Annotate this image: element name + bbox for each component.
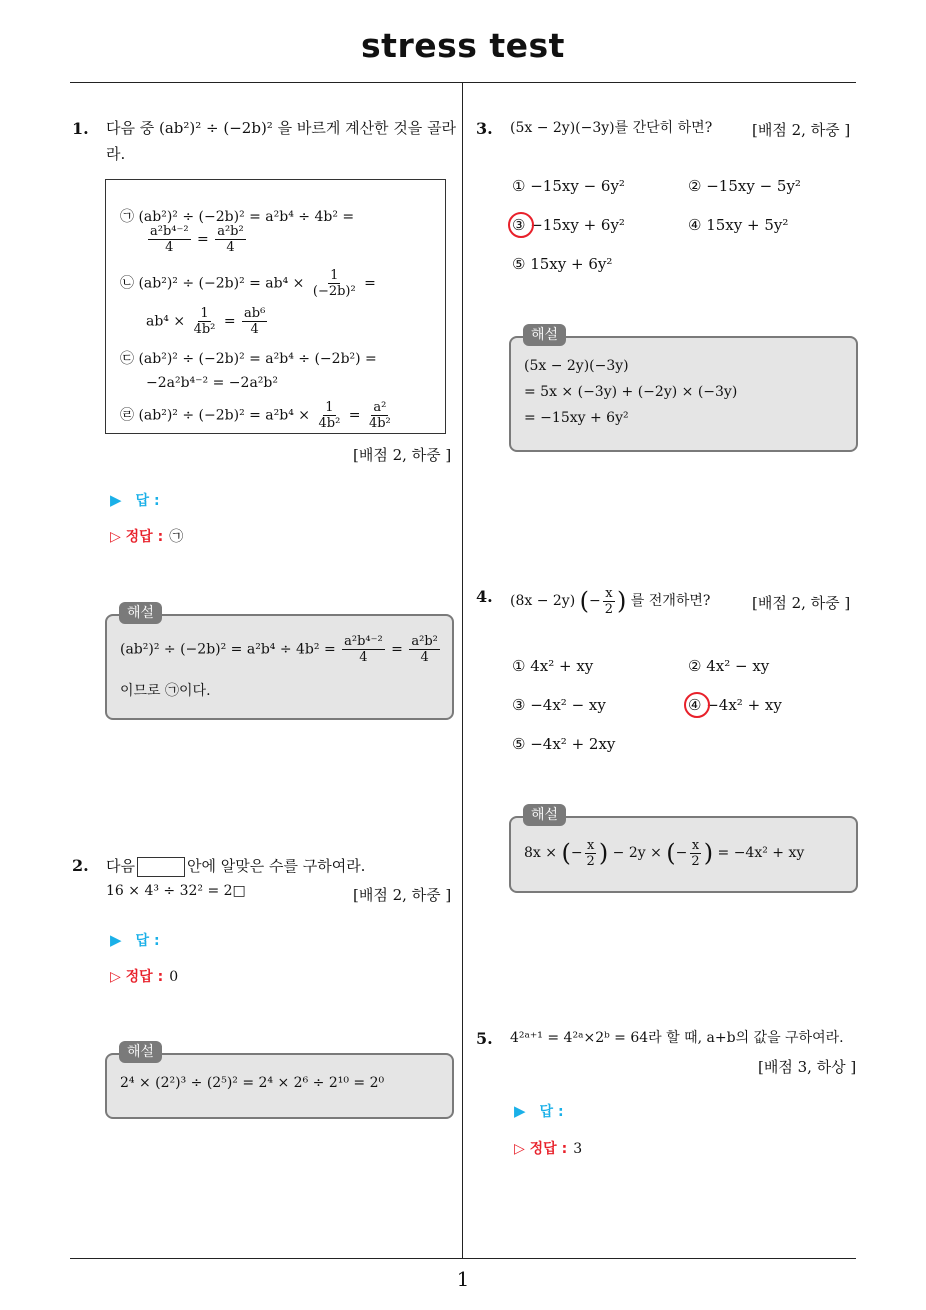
choice-1-frac1: $\frac{\text{a²b⁴⁻²}}{4}$ <box>150 224 189 255</box>
problem-3-score: [배점 2, 하중 ] <box>752 121 851 139</box>
choice-2-line: ㉡ (ab²)² ÷ (−2b)² = ab⁴ × $\frac{1}{\text{(−2b)²}}$ = <box>120 268 376 299</box>
problem-4-expl-tag: 해설 <box>523 804 566 826</box>
choice-2-label: ㉡ <box>120 275 134 292</box>
problem-1-number: 1. <box>72 119 89 138</box>
page-title: stress test <box>361 26 565 65</box>
correct-arrow-icon: ▷ <box>110 529 121 545</box>
problem-4-explanation <box>509 816 858 893</box>
problem-4-score: [배점 2, 하중 ] <box>752 594 851 612</box>
choice-2-frac2: $\frac{1}{\text{4b²}}$ <box>193 306 216 337</box>
problem-3-option-1[interactable]: ① −15xy − 6y² <box>512 177 625 195</box>
problem-2-answer-field[interactable]: ▶ 답 : <box>110 931 160 949</box>
problem-4-option-1[interactable]: ① 4x² + xy <box>512 657 594 675</box>
problem-1-explanation <box>105 614 454 720</box>
problem-1-expl-tag: 해설 <box>119 602 162 624</box>
answer-blank-box <box>137 857 185 877</box>
problem-1-score: [배점 2, 하중 ] <box>353 446 452 464</box>
problem-5-number: 5. <box>476 1029 493 1048</box>
choice-1-label: ㉠ <box>120 209 134 225</box>
problem-3-option-5[interactable]: ⑤ 15xy + 6y² <box>512 255 613 273</box>
answer-mark-circle-icon <box>684 692 710 718</box>
choice-4-line: ㉣ (ab²)² ÷ (−2b)² = a²b⁴ × $\frac{1}{\text{4b²}}$ = $\frac{\text{a²}}{\text{4b²}}$ <box>120 400 391 431</box>
page-number: 1 <box>456 1267 470 1291</box>
problem-2-correct: ▷ 정답 : 0 <box>110 969 179 985</box>
choice-1-frac2: $\frac{\text{a²b²}}{4}$ <box>217 224 244 255</box>
problem-1-stem: 다음 중 (ab²)² ÷ (−2b)² 을 바르게 계산한 것을 골라 <box>106 119 457 137</box>
problem-1-correct-value: ㉠ <box>169 529 184 545</box>
choice-2-frac1: $\frac{1}{\text{(−2b)²}}$ <box>312 268 356 299</box>
problem-2-expl-line1: 2⁴ × (2²)³ ÷ (2⁵)² = 2⁴ × 2⁶ ÷ 2¹⁰ = 2⁰ <box>120 1075 385 1091</box>
choice-4-frac2: $\frac{\text{a²}}{\text{4b²}}$ <box>368 400 391 431</box>
column-divider <box>462 83 463 1259</box>
problem-5-score: [배점 3, 하상 ] <box>758 1058 857 1076</box>
choice-3-line: ㉢ (ab²)² ÷ (−2b)² = a²b⁴ ÷ (−2b²) = <box>120 351 377 367</box>
problem-2-expl-tag: 해설 <box>119 1041 162 1063</box>
choice-1-expr: (ab²)² ÷ (−2b)² = a²b⁴ ÷ 4b² = <box>138 209 355 225</box>
choice-4-label: ㉣ <box>120 407 134 424</box>
problem-4-number: 4. <box>476 587 493 606</box>
problem-2-number: 2. <box>72 856 89 875</box>
problem-4-expl-line1: 8x × (− $\frac{x}{2}$ ) − 2y × (− $\frac{x}{2}$ ) = −4x² + xy <box>524 837 805 869</box>
problem-3-explanation <box>509 336 858 452</box>
choice-4-frac1: $\frac{1}{\text{4b²}}$ <box>318 400 341 431</box>
problem-2-explanation <box>105 1053 454 1119</box>
problem-4-option-5[interactable]: ⑤ −4x² + 2xy <box>512 735 616 753</box>
choice-1-cont: $\frac{\text{a²b⁴⁻²}}{4}$ = $\frac{\text{a²b²}}{4}$ <box>150 224 244 255</box>
problem-1-correct: ▷ 정답 : ㉠ <box>110 529 184 545</box>
problem-3-expl-tag: 해설 <box>523 324 566 346</box>
correct-arrow-icon: ▷ <box>110 969 121 985</box>
answer-arrow-icon: ▶ <box>110 491 122 509</box>
problem-4-stem: (8x − 2y) (− $\frac{x}{2}$ ) 를 전개하면? <box>510 585 711 617</box>
problem-3-option-2[interactable]: ② −15xy − 5y² <box>688 177 801 195</box>
problem-2-correct-value: 0 <box>169 969 179 985</box>
problem-1-answer-field[interactable]: ▶ 답 : <box>110 491 160 509</box>
top-rule <box>70 82 856 83</box>
answer-mark-circle-icon <box>508 212 534 238</box>
correct-arrow-icon: ▷ <box>514 1141 525 1157</box>
choice-2-cont: ab⁴ × $\frac{1}{\text{4b²}}$ = $\frac{\text{ab⁶}}{4}$ <box>146 306 266 337</box>
problem-2-stem: 다음 안에 알맞은 수를 구하여라. <box>106 857 366 875</box>
problem-1-choices-box <box>105 179 446 434</box>
choice-3-label: ㉢ <box>120 351 134 367</box>
choice-3-cont: −2a²b⁴⁻² = −2a²b² <box>146 375 278 391</box>
problem-3-number: 3. <box>476 119 493 138</box>
problem-4-option-4[interactable]: ④ −4x² + xy <box>688 696 782 714</box>
problem-3-expl-line3: = −15xy + 6y² <box>524 410 629 426</box>
problem-1-stem-cont: 라. <box>106 145 126 163</box>
choice-2-frac3: $\frac{\text{ab⁶}}{4}$ <box>244 306 266 337</box>
problem-4-option-2[interactable]: ② 4x² − xy <box>688 657 770 675</box>
problem-3-option-3[interactable]: ③ −15xy + 6y² <box>512 216 625 234</box>
problem-5-correct: ▷ 정답 : 3 <box>514 1141 583 1157</box>
problem-3-stem: (5x − 2y)(−3y)를 간단히 하면? <box>510 120 713 136</box>
answer-arrow-icon: ▶ <box>110 931 122 949</box>
problem-2-score: [배점 2, 하중 ] <box>353 886 452 904</box>
problem-3-expl-line1: (5x − 2y)(−3y) <box>524 358 629 374</box>
problem-4-option-3[interactable]: ③ −4x² − xy <box>512 696 606 714</box>
problem-1-expl-line1: (ab²)² ÷ (−2b)² = a²b⁴ ÷ 4b² = $\frac{\text{a²b⁴⁻²}}{4}$ = $\frac{\text{a²b²}}{4}$ <box>120 634 438 665</box>
answer-arrow-icon: ▶ <box>514 1102 526 1120</box>
problem-5-stem: 4²ᵃ⁺¹ = 4²ᵃ×2ᵇ = 64라 할 때, a+b의 값을 구하여라. <box>510 1030 844 1046</box>
problem-3-option-4[interactable]: ④ 15xy + 5y² <box>688 216 789 234</box>
problem-5-correct-value: 3 <box>573 1141 583 1157</box>
problem-3-expl-line2: = 5x × (−3y) + (−2y) × (−3y) <box>524 384 738 400</box>
problem-2-expression: 16 × 4³ ÷ 32² = 2□ <box>106 883 246 899</box>
problem-1-expl-line2: 이므로 ㉠이다. <box>120 683 211 699</box>
problem-5-answer-field[interactable]: ▶ 답 : <box>514 1102 564 1120</box>
bottom-rule <box>70 1258 856 1259</box>
